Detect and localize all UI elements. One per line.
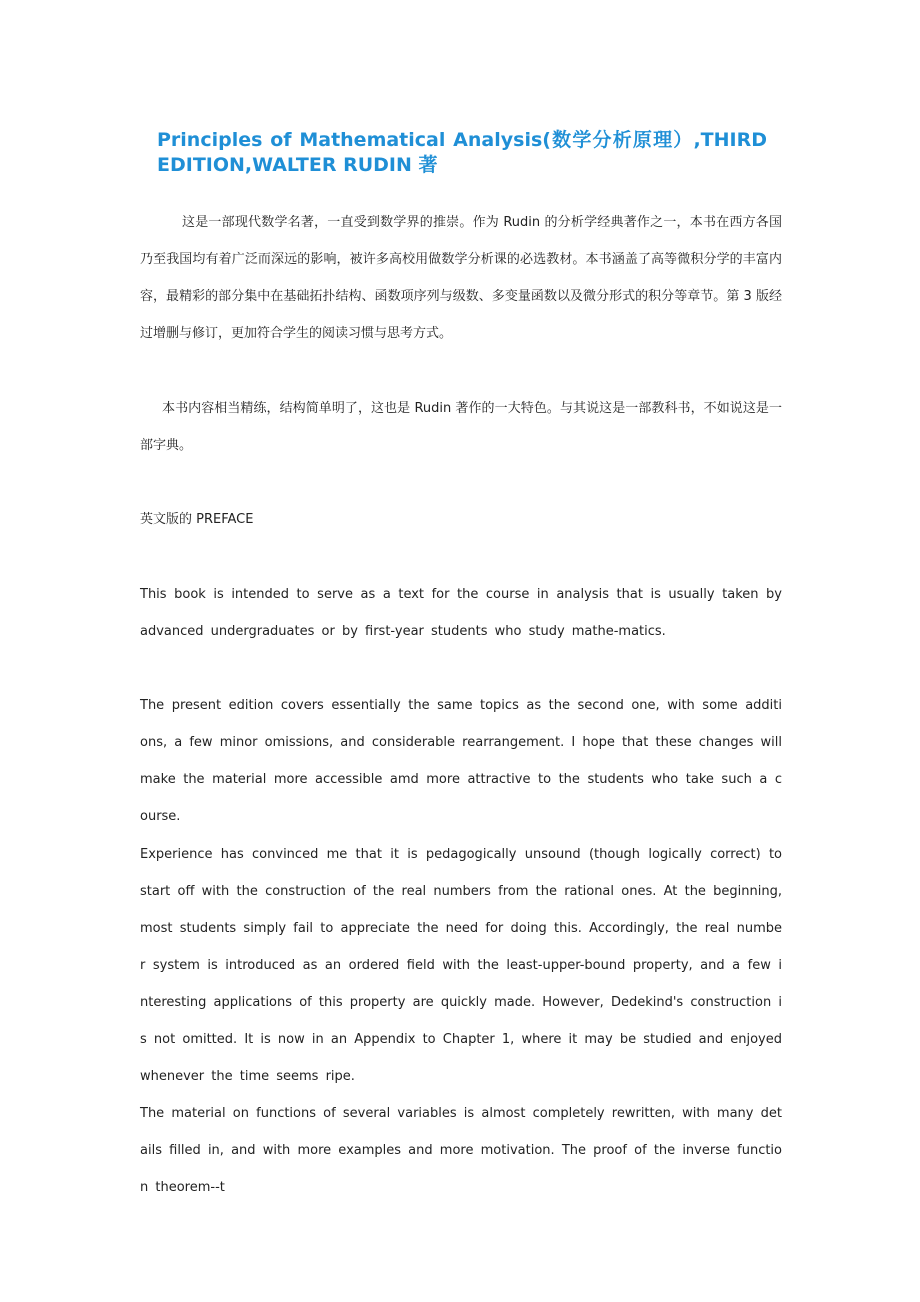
preface-paragraph-1: This book is intended to serve as a text for the course in analysis that is usually taken by advanced undergraduates or by first-year students who study mathe-matics. <box>140 587 782 639</box>
intro-paragraph-1: 这是一部现代数学名著，一直受到数学界的推崇。作为 Rudin 的分析学经典著作之一，本书在西方各国乃至我国均有着广泛而深远的影响，被许多高校用做数学分析课的必选教材。本书涵盖了高等微积分学的丰富内容，最精彩的部分集中在基础拓扑结构、函数项序列与级数、多变量函数以及微分形式的积分等章节。第 3 版经过增删与修订，更加符合学生的阅读习惯与思考方式。 <box>140 215 782 341</box>
preface-paragraph-3: Experience has convinced me that it is pedagogically unsound (though logically correct) to start off with the construction of the real numbers from the rational ones. At the beginning, most students simply fail to appreciate the need for doing this. Accordingly, the real number system is introduced as an ordered field with the least-upper-bound property, and a few interesting applications of this property are quickly made. However, Dedekind's construction is not omitted. It is now in an Appendix to Chapter 1, where it may be studied and enjoyed whenever the time seems ripe. <box>140 847 782 1084</box>
document-title <box>157 128 767 178</box>
preface-paragraph-4: The material on functions of several variables is almost completely rewritten, with many details filled in, and with more examples and more motivation. The proof of the inverse function theorem--t <box>140 1106 782 1195</box>
document-title-line-1: Principles of Mathematical Analysis(数学分析原理）,THIRD <box>157 129 767 151</box>
intro-paragraph-2: 本书内容相当精练，结构简单明了，这也是 Rudin 著作的一大特色。与其说这是一部教科书，不如说这是一部字典。 <box>140 401 782 453</box>
document-title-line-2: EDITION,WALTER RUDIN 著 <box>157 154 438 176</box>
preface-heading: 英文版的 PREFACE <box>140 512 254 527</box>
preface-paragraph-2: The present edition covers essentially the same topics as the second one, with some additions, a few minor omissions, and considerable rearrangement. I hope that these changes will make the material more accessible amd more attractive to the students who take such a course. <box>140 698 782 824</box>
